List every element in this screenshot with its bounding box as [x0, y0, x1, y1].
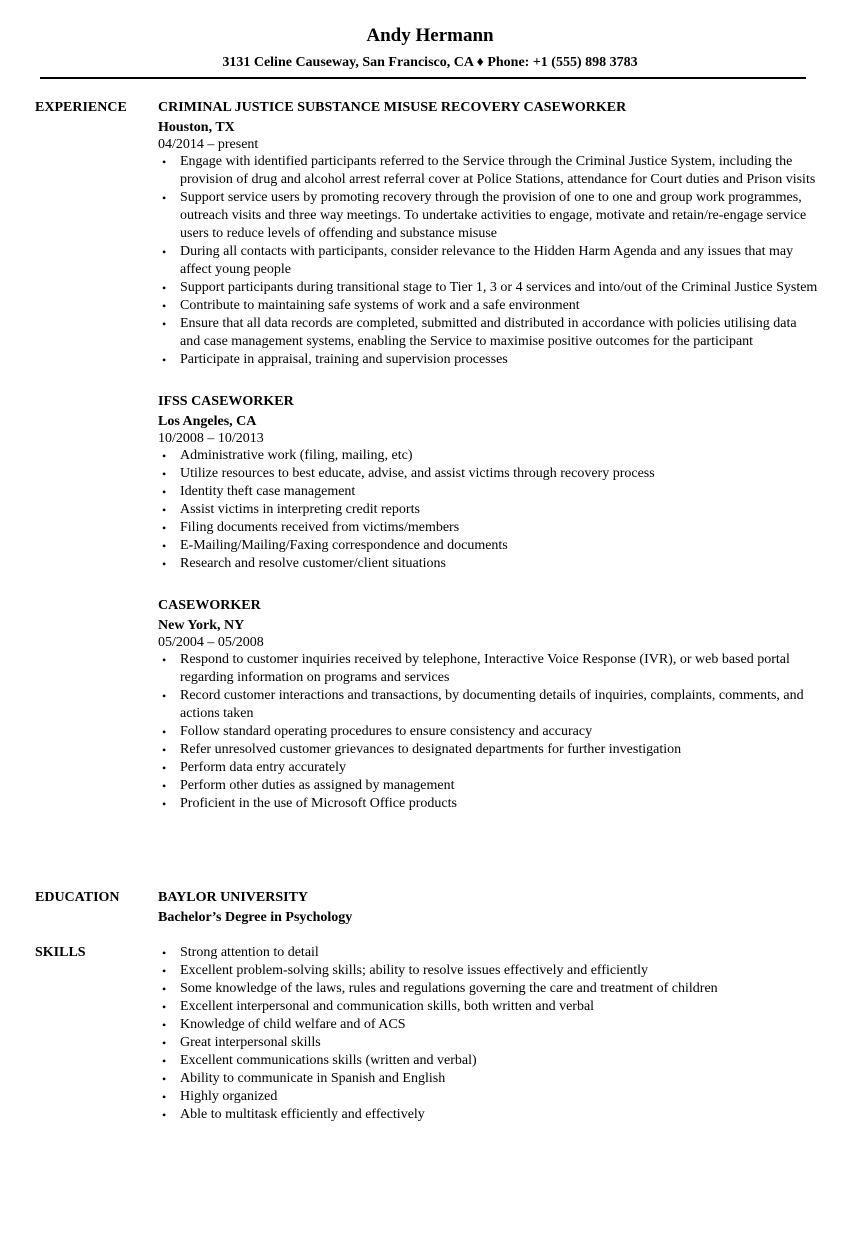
duty-text: Perform data entry accurately: [180, 760, 346, 775]
duty-item: [158, 723, 818, 741]
duty-item: [158, 153, 818, 189]
duty-item: [158, 297, 818, 315]
skill-item: [158, 1106, 818, 1124]
bullet-icon: •: [162, 353, 167, 367]
duty-text: Proficient in the use of Microsoft Office products: [180, 796, 457, 811]
bullet-icon: •: [162, 485, 167, 499]
skill-item: [158, 944, 818, 962]
duty-text: Filing documents received from victims/members: [180, 520, 460, 535]
bullet-icon: •: [162, 557, 167, 571]
job-location: Houston, TX: [158, 120, 235, 135]
duty-item: [158, 537, 818, 555]
skill-text: Strong attention to detail: [180, 945, 319, 960]
bullet-icon: •: [162, 155, 167, 169]
duty-item: [158, 243, 818, 279]
job-duties: [158, 651, 818, 813]
bullet-icon: •: [162, 449, 167, 463]
bullet-icon: •: [162, 797, 167, 811]
bullet-icon: •: [162, 1108, 167, 1122]
duty-item: [158, 501, 818, 519]
job-title: CASEWORKER: [158, 598, 261, 613]
experience-body: [158, 99, 818, 837]
skill-item: [158, 1052, 818, 1070]
skill-item: [158, 980, 818, 998]
education-heading: EDUCATION: [35, 890, 120, 905]
duty-item: [158, 651, 818, 687]
skills-heading: SKILLS: [35, 945, 86, 960]
job-duties: [158, 153, 818, 369]
skill-text: Knowledge of child welfare and of ACS: [180, 1017, 406, 1032]
bullet-icon: •: [162, 946, 167, 960]
duty-text: Support participants during transitional stage to Tier 1, 3 or 4 services and into/out of the Criminal Justice System: [180, 280, 818, 295]
duty-text: Engage with identified participants referred to the Service through the Criminal Justice System, including the provision of drug and alcohol arrest referral cover at Police Stations, attendance for Court duties and Prison visits: [180, 154, 816, 187]
bullet-icon: •: [162, 1090, 167, 1104]
bullet-icon: •: [162, 191, 167, 205]
duty-text: Refer unresolved customer grievances to designated departments for further investigation: [180, 742, 682, 757]
bullet-icon: •: [162, 1018, 167, 1032]
duty-text: Ensure that all data records are completed, submitted and distributed in accordance with policies utilising data and case management systems, enabling the Service to maximise positive outcomes for the participant: [180, 316, 797, 349]
duty-item: [158, 741, 818, 759]
bullet-icon: •: [162, 539, 167, 553]
job-entry: [158, 597, 818, 813]
job-title: IFSS CASEWORKER: [158, 394, 294, 409]
skill-text: Some knowledge of the laws, rules and regulations governing the care and treatment of children: [180, 981, 718, 996]
job-duties: [158, 447, 818, 573]
duty-text: Utilize resources to best educate, advise, and assist victims through recovery process: [180, 466, 655, 481]
job-dates: 05/2004 – 05/2008: [158, 635, 264, 650]
duty-text: Perform other duties as assigned by management: [180, 778, 455, 793]
candidate-name: Andy Hermann: [366, 25, 494, 46]
duty-text: Research and resolve customer/client situations: [180, 556, 446, 571]
skill-item: [158, 998, 818, 1016]
duty-item: [158, 189, 818, 243]
job-entry: [158, 99, 818, 369]
duty-item: [158, 795, 818, 813]
bullet-icon: •: [162, 503, 167, 517]
skill-item: [158, 1016, 818, 1034]
skill-text: Highly organized: [180, 1089, 278, 1104]
duty-item: [158, 519, 818, 537]
duty-text: Follow standard operating procedures to ensure consistency and accuracy: [180, 724, 593, 739]
skill-text: Great interpersonal skills: [180, 1035, 321, 1050]
bullet-icon: •: [162, 317, 167, 331]
duty-item: [158, 351, 818, 369]
job-dates: 10/2008 – 10/2013: [158, 431, 264, 446]
education-body: [158, 889, 818, 927]
duty-item: [158, 555, 818, 573]
bullet-icon: •: [162, 779, 167, 793]
duty-text: Support service users by promoting recovery through the provision of one to one and group work programmes, outreach visits and three way meetings. To undertake activities to engage, motivate and retain/re-engage service users to reduce levels of offending and substance misuse: [180, 190, 807, 241]
bullet-icon: •: [162, 299, 167, 313]
bullet-icon: •: [162, 1036, 167, 1050]
duty-item: [158, 447, 818, 465]
resume-header: [0, 24, 860, 72]
skill-item: [158, 1070, 818, 1088]
contact-line: 3131 Celine Causeway, San Francisco, CA ♦ Phone: +1 (555) 898 3783: [222, 55, 638, 70]
bullet-icon: •: [162, 1054, 167, 1068]
skill-item: [158, 1034, 818, 1052]
bullet-icon: •: [162, 743, 167, 757]
job-location: Los Angeles, CA: [158, 414, 257, 429]
school-name: BAYLOR UNIVERSITY: [158, 890, 309, 905]
skills-body: [158, 944, 818, 1124]
bullet-icon: •: [162, 982, 167, 996]
duty-text: Record customer interactions and transactions, by documenting details of inquiries, complaints, comments, and actions taken: [180, 688, 804, 721]
bullet-icon: •: [162, 521, 167, 535]
bullet-icon: •: [162, 653, 167, 667]
bullet-icon: •: [162, 245, 167, 259]
duty-item: [158, 687, 818, 723]
job-title: CRIMINAL JUSTICE SUBSTANCE MISUSE RECOVERY CASEWORKER: [158, 100, 627, 115]
skills-list: [158, 944, 818, 1124]
duty-item: [158, 465, 818, 483]
duty-item: [158, 759, 818, 777]
skill-text: Excellent communications skills (written and verbal): [180, 1053, 477, 1068]
duty-text: Participate in appraisal, training and supervision processes: [180, 352, 508, 367]
experience-heading: EXPERIENCE: [35, 100, 127, 115]
duty-item: [158, 483, 818, 501]
skill-text: Able to multitask efficiently and effectively: [180, 1107, 425, 1122]
duty-text: Identity theft case management: [180, 484, 356, 499]
bullet-icon: •: [162, 281, 167, 295]
job-entry: [158, 393, 818, 573]
bullet-icon: •: [162, 467, 167, 481]
skill-item: [158, 962, 818, 980]
skill-text: Excellent problem-solving skills; ability to resolve issues effectively and efficiently: [180, 963, 648, 978]
duty-text: E-Mailing/Mailing/Faxing correspondence and documents: [180, 538, 508, 553]
bullet-icon: •: [162, 761, 167, 775]
header-divider: [40, 77, 806, 79]
duty-item: [158, 777, 818, 795]
duty-item: [158, 279, 818, 297]
skill-item: [158, 1088, 818, 1106]
bullet-icon: •: [162, 725, 167, 739]
degree-name: Bachelor’s Degree in Psychology: [158, 910, 353, 925]
duty-text: Respond to customer inquiries received by telephone, Interactive Voice Response (IVR), or web based portal regarding information on programs and services: [180, 652, 790, 685]
skill-text: Ability to communicate in Spanish and English: [180, 1071, 446, 1086]
job-dates: 04/2014 – present: [158, 137, 259, 152]
duty-text: Assist victims in interpreting credit reports: [180, 502, 420, 517]
duty-text: During all contacts with participants, consider relevance to the Hidden Harm Agenda and any issues that may affect young people: [180, 244, 794, 277]
bullet-icon: •: [162, 964, 167, 978]
bullet-icon: •: [162, 1000, 167, 1014]
duty-item: [158, 315, 818, 351]
duty-text: Administrative work (filing, mailing, etc): [180, 448, 413, 463]
duty-text: Contribute to maintaining safe systems of work and a safe environment: [180, 298, 580, 313]
skill-text: Excellent interpersonal and communication skills, both written and verbal: [180, 999, 595, 1014]
job-location: New York, NY: [158, 618, 245, 633]
bullet-icon: •: [162, 1072, 167, 1086]
bullet-icon: •: [162, 689, 167, 703]
